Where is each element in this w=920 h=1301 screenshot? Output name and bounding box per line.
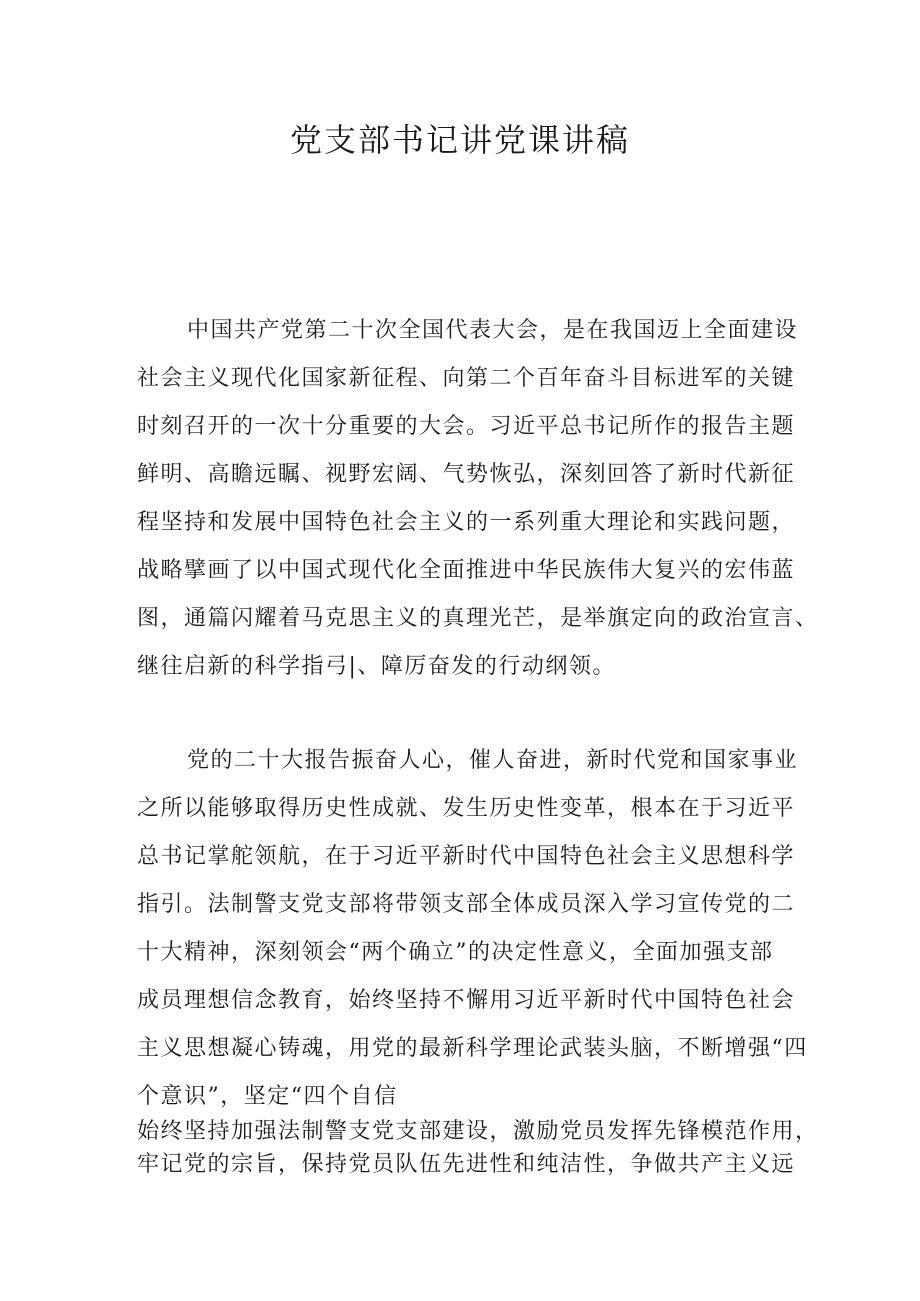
text-line: 指引。法制警支党支部将带领支部全体成员深入学习宣传党的二: [137, 892, 796, 917]
text-line: 中国共产党第二十次全国代表大会，是在我国迈上全面建设: [187, 318, 799, 343]
text-line: 总书记掌舵领航，在于习近平新时代中国特色社会主义思想科学: [137, 844, 796, 869]
text-line: 个意识”，坚定“四个自信: [137, 1084, 398, 1109]
text-line: 鲜明、高瞻远瞩、视野宏阔、气势恢弘，深刻回答了新时代新征: [137, 462, 796, 487]
text-line: 继往启新的科学指弓|、障厉奋发的行动纲领。: [137, 654, 616, 679]
text-line: 程坚持和发展中国特色社会主义的一系列重大理论和实践问题，: [137, 510, 796, 535]
text-line: 时刻召开的一次十分重要的大会。习近平总书记所作的报告主题: [137, 414, 796, 439]
text-line: 始终坚持加强法制警支党支部建设，激励党员发挥先锋模范作用，: [137, 1119, 819, 1144]
text-line: 成员理想信念教育，始终坚持不懈用习近平新时代中国特色社会: [137, 988, 796, 1013]
text-line: 之所以能够取得历史性成就、发生历史性变革，根本在于习近平: [137, 796, 796, 821]
text-line: 十大精神，深刻领会“两个确立”的决定性意义，全面加强支部: [137, 940, 774, 965]
text-line: 图，通篇闪耀着马克思主义的真理光芒，是举旗定向的政治宣言、: [137, 606, 819, 631]
document-title: 党支部书记讲党课讲稿: [289, 121, 630, 159]
text-line: 战略擘画了以中国式现代化全面推进中华民族伟大复兴的宏伟蓝: [137, 558, 796, 583]
text-line: 党的二十大报告振奋人心，催人奋进，新时代党和国家事业: [187, 748, 799, 773]
text-line: 主义思想凝心铸魂，用党的最新科学理论武装头脑，不断增强“四: [137, 1036, 808, 1061]
text-line: 牢记党的宗旨，保持党员队伍先进性和纯洁性，争做共产主义远: [137, 1152, 796, 1177]
text-line: 社会主义现代化国家新征程、向第二个百年奋斗目标进军的关键: [137, 366, 796, 391]
